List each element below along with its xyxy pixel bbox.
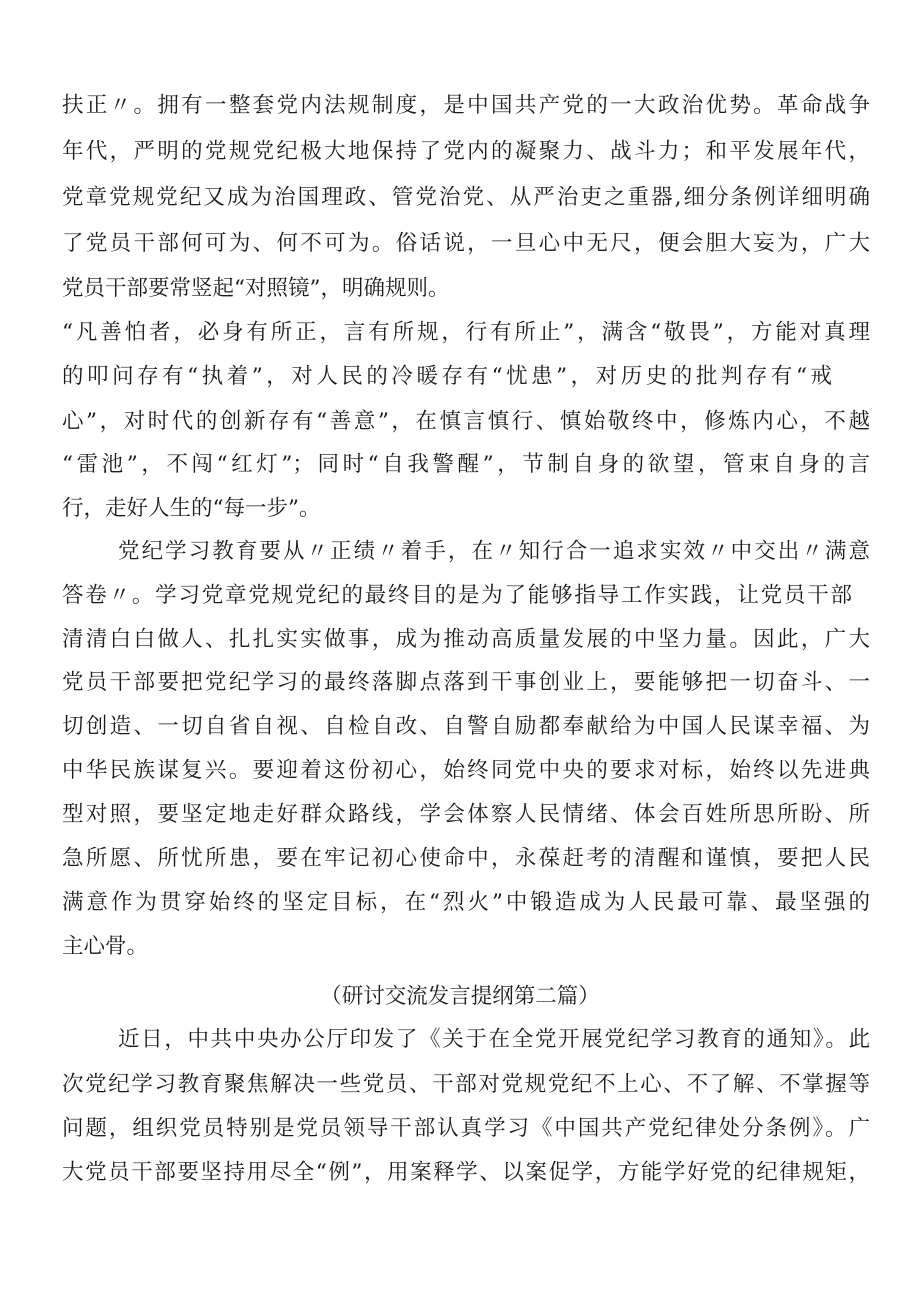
paragraph-3-line-4: 党员干部要把党纪学习的最终落脚点落到干事创业上，要能够把一切奋斗、一	[62, 670, 870, 695]
paragraph-3-line-5: 切创造、一切自省自视、自检自改、自警自励都奉献给为中国人民谋幸福、为	[62, 714, 870, 739]
paragraph-3-line-6: 中华民族谋复兴。要迎着这份初心，始终同党中央的要求对标，始终以先进典	[62, 758, 870, 783]
paragraph-2-line-3: 心”，对时代的创新存有“善意”，在慎言慎行、慎始敬终中，修炼内心，不越	[62, 409, 870, 434]
section-heading: （研讨交流发言提纲第二篇）	[320, 984, 600, 1009]
paragraph-2-line-2: 的叩问存有“执着”，对人民的冷暖存有“忧患”，对历史的批判存有“戒	[62, 364, 832, 389]
paragraph-3-line-7: 型对照，要坚定地走好群众路线，学会体察人民情绪、体会百姓所思所盼、所	[62, 802, 870, 827]
paragraph-4-line-4: 大党员干部要坚持用尽全“例”，用案释学、以案促学，方能学好党的纪律规矩，	[62, 1160, 870, 1185]
paragraph-3-line-10: 主心骨。	[62, 934, 149, 959]
paragraph-2-line-5: 行，走好人生的“每一步”。	[62, 496, 321, 521]
paragraph-4-line-1: 近日，中共中央办公厅印发了《关于在全党开展党纪学习教育的通知》。此	[118, 1027, 870, 1052]
paragraph-1-line-5: 党员干部要常竖起“对照镜”，明确规则。	[62, 276, 450, 301]
paragraph-1-line-1: 扶正〃。拥有一整套党内法规制度，是中国共产党的一大政治优势。革命战争	[62, 93, 870, 118]
paragraph-1-line-3: 党章党规党纪又成为治国理政、管党治党、从严治吏之重器,细分条例详细明确	[62, 185, 870, 210]
paragraph-3-line-2: 答卷〃。学习党章党规党纪的最终目的是为了能够指导工作实践，让党员干部	[62, 583, 852, 608]
paragraph-4-line-3: 问题，组织党员特别是党员领导干部认真学习《中国共产党纪律处分条例》。广	[62, 1116, 870, 1141]
paragraph-1-line-2: 年代，严明的党规党纪极大地保持了党内的凝聚力、战斗力；和平发展年代，	[62, 139, 870, 164]
paragraph-3-line-9: 满意作为贯穿始终的坚定目标，在“烈火”中锻造成为人民最可靠、最坚强的	[62, 890, 870, 915]
paragraph-3-line-8: 急所愿、所忧所患，要在牢记初心使命中，永葆赶考的清醒和谨慎，要把人民	[62, 846, 870, 871]
paragraph-4-line-2: 次党纪学习教育聚焦解决一些党员、干部对党规党纪不上心、不了解、不掌握等	[62, 1072, 870, 1097]
paragraph-2-line-1: “凡善怕者，必身有所正，言有所规，行有所止”，满含“敬畏”，方能对真理	[62, 320, 870, 345]
paragraph-1-line-4: 了党员干部何可为、何不可为。俗话说，一旦心中无尺，便会胆大妄为，广大	[62, 231, 870, 256]
paragraph-3-line-3: 清清白白做人、扎扎实实做事，成为推动高质量发展的中坚力量。因此，广大	[62, 627, 870, 652]
paragraph-2-line-4: “雷池”，不闯“红灯”；同时“自我警醒”，节制自身的欲望，管束自身的言	[62, 452, 870, 477]
paragraph-3-line-1: 党纪学习教育要从〃正绩〃着手，在〃知行合一追求实效〃中交出〃满意	[118, 539, 870, 564]
